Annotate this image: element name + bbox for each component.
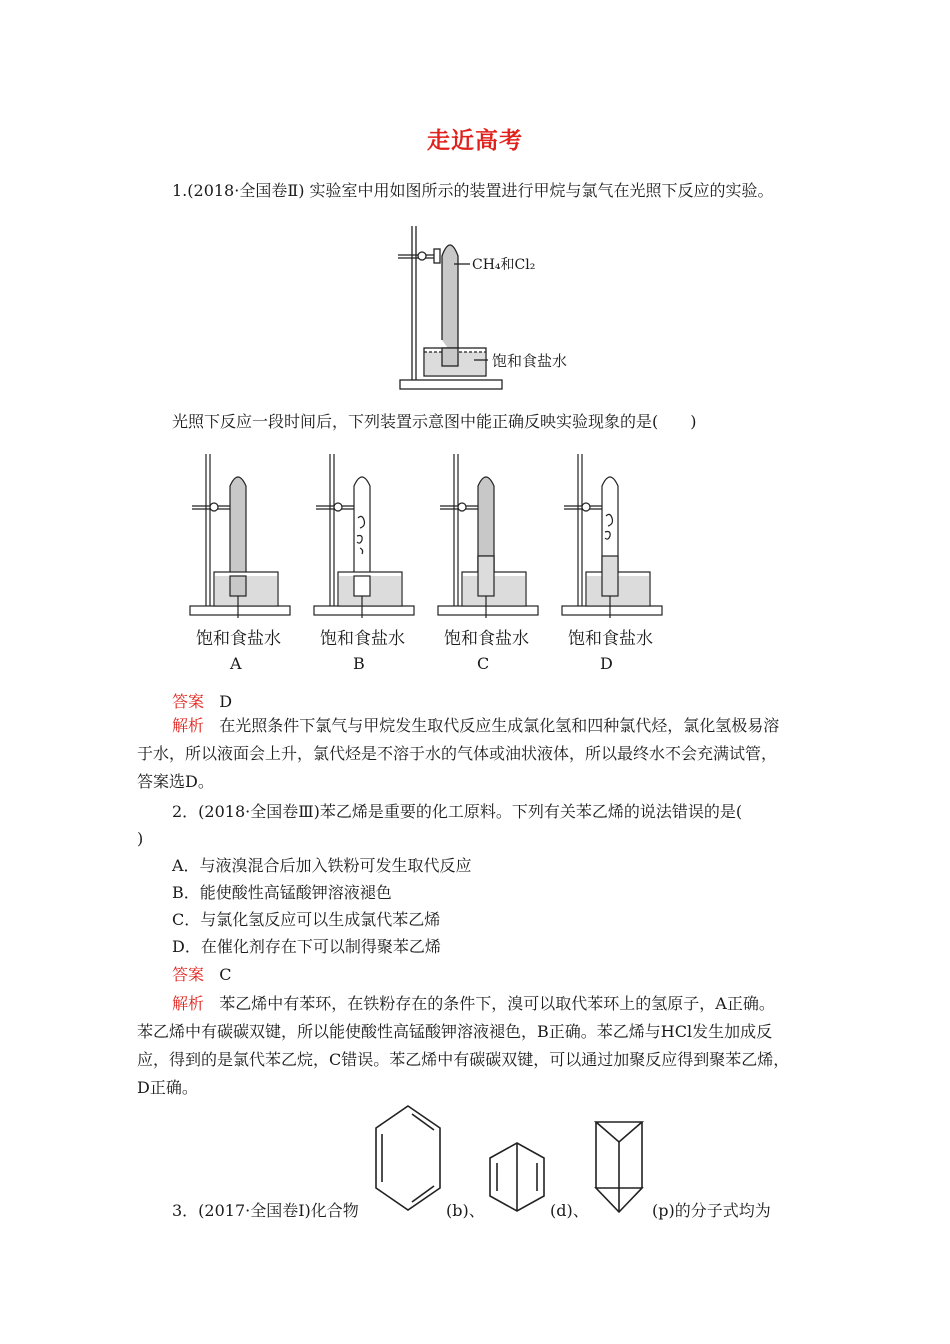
q2-choice-a: A．与液溴混合后加入铁粉可发生取代反应	[172, 856, 472, 875]
q1-option-c-figure	[434, 452, 544, 620]
q1-answer	[172, 689, 232, 712]
q1-analysis-line-1: 解析 在光照条件下氯气与甲烷发生取代反应生成氯化氢和四种氯代烃，氯化氢极易溶	[172, 716, 780, 735]
q2-analysis-line-1: 解析 苯乙烯中有苯环，在铁粉存在的条件下，溴可以取代苯环上的氢原子，A正确。	[172, 994, 775, 1013]
q1-option-d-figure	[558, 452, 668, 620]
q3-d-label: (d)、	[550, 1201, 589, 1220]
option-d-letter: D	[600, 654, 613, 673]
q2-choice-d: D．在催化剂存在下可以制得聚苯乙烯	[172, 937, 441, 956]
analysis-label: 解析	[172, 994, 205, 1013]
q2-analysis-line-2: 苯乙烯中有碳碳双键，所以能使酸性高锰酸钾溶液褪色，B正确。苯乙烯与HCl发生加成反	[137, 1022, 773, 1041]
q1-analysis-line-2: 于水，所以液面会上升，氯代烃是不溶于水的气体或油状液体，所以最终水不会充满试管，	[137, 744, 778, 763]
q1-apparatus-figure	[396, 222, 596, 392]
option-a-letter: A	[230, 654, 242, 673]
q2-answer	[172, 961, 232, 989]
q2-choice-b: B．能使酸性高锰酸钾溶液褪色	[172, 883, 392, 902]
option-b-letter: B	[353, 654, 365, 673]
q1-analysis-line-3: 答案选D。	[137, 772, 214, 791]
option-b-caption: 饱和食盐水	[320, 629, 405, 649]
q1-option-b-figure	[310, 452, 420, 620]
q1-water-label: 饱和食盐水	[492, 352, 568, 370]
option-c-caption: 饱和食盐水	[444, 629, 529, 649]
analysis-label: 解析	[172, 716, 205, 735]
q2-analysis-line-4: D正确。	[137, 1078, 198, 1097]
structure-d-icon	[486, 1140, 548, 1214]
option-d-caption: 饱和食盐水	[568, 629, 653, 649]
q2-stem: 2．(2018·全国卷Ⅲ)苯乙烯是重要的化工原料。下列有关苯乙烯的说法错误的是(	[172, 802, 743, 821]
option-a-caption: 饱和食盐水	[196, 629, 281, 649]
q1-prompt: 光照下反应一段时间后，下列装置示意图中能正确反映实验现象的是( )	[172, 412, 697, 431]
structure-b-icon	[372, 1102, 444, 1214]
answer-value: C	[219, 965, 232, 984]
page-title: 走近高考	[427, 128, 523, 154]
answer-label: 答案	[172, 965, 205, 984]
answer-label: 答案	[172, 692, 205, 711]
q3-b-label: (b)、	[446, 1201, 485, 1220]
q1-option-a-figure	[186, 452, 296, 620]
option-c-letter: C	[477, 654, 490, 673]
q3-prefix: 3．(2017·全国卷Ⅰ)化合物	[172, 1201, 359, 1220]
answer-value: D	[219, 692, 233, 711]
q1-stem: 1.(2018·全国卷Ⅱ) 实验室中用如图所示的装置进行甲烷与氯气在光照下反应的实验。	[172, 181, 774, 200]
q1-gas-label: CH₄和Cl₂	[472, 257, 536, 273]
q2-stem-end: )	[137, 829, 144, 848]
q2-choice-c: C．与氯化氢反应可以生成氯代苯乙烯	[172, 910, 441, 929]
q2-analysis-line-3: 应，得到的是氯代苯乙烷，C错误。苯乙烯中有碳碳双键，可以通过加聚反应得到聚苯乙烯，	[137, 1050, 790, 1069]
q3-p-label: (p)的分子式均为	[652, 1201, 771, 1220]
structure-p-icon	[592, 1118, 646, 1216]
